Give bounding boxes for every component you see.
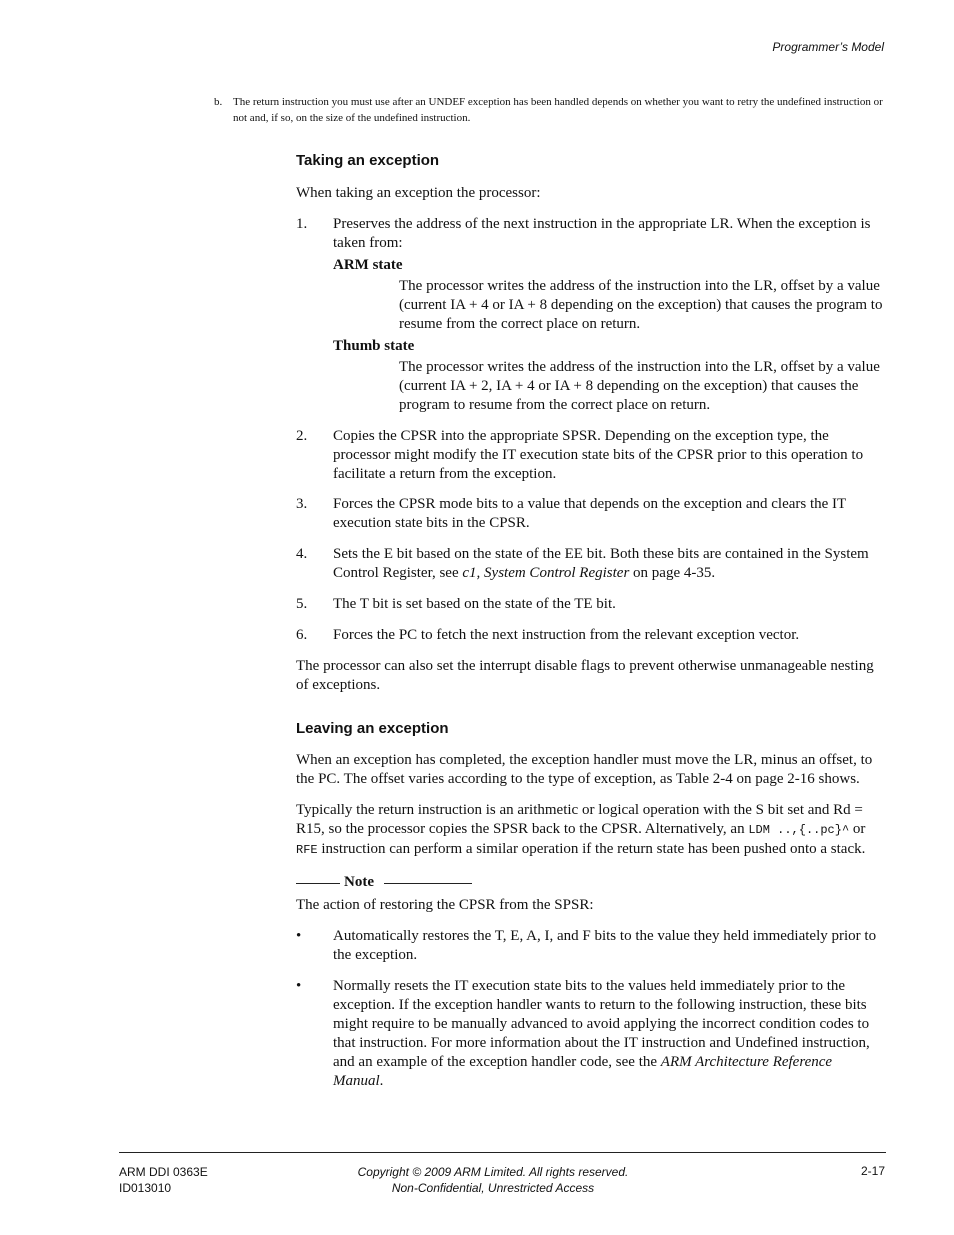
code-rfe: RFE — [296, 843, 318, 857]
footnote-b — [214, 94, 884, 126]
arm-state-text: The processor writes the address of the instruction into the LR, offset by a value (current IA + 4 or IA + 8 depending on the exception) that causes the program to resume from the correct place on return. — [399, 278, 883, 332]
list-text: Preserves the address of the next instruction in the appropriate LR. When the exception is taken from: — [333, 216, 871, 251]
leaving-para1: When an exception has completed, the exception handler must move the LR, minus an offset, to the PC. The offset varies according to the type of exception, as Table 2-4 on page 2-16 shows. — [296, 752, 873, 787]
list-text: Forces the PC to fetch the next instruction from the relevant exception vector. — [333, 627, 800, 643]
bullet-text — [333, 977, 885, 1091]
para-text: Typically the return instruction is an arithmetic or logical operation with the S bit set and Rd = R15, so the processor copies the SPSR back to the CPSR. Alternatively, an — [296, 802, 863, 837]
list-text — [333, 545, 885, 583]
list-number: 3. — [296, 496, 308, 512]
arm-state-label: ARM state — [333, 257, 403, 273]
list-text-part: on page 4-35. — [629, 565, 716, 581]
list-number: 1. — [296, 216, 308, 232]
leaving-para2 — [296, 801, 888, 860]
list-text: The T bit is set based on the state of the TE bit. — [333, 596, 616, 612]
note-label: Note — [344, 874, 374, 890]
list-text: Copies the CPSR into the appropriate SPSR. Depending on the exception type, the processor might modify the IT execution state bits of the CPSR prior to this operation to facilitate a return from the exception. — [333, 428, 864, 482]
list-number: 2. — [296, 428, 308, 444]
taking-closing: The processor can also set the interrupt disable flags to prevent otherwise unmanageable nesting of exceptions. — [296, 658, 874, 693]
footer-access: Non-Confidential, Unrestricted Access — [391, 1181, 595, 1195]
manual-reference: ARM Architecture Reference Manual — [333, 1054, 833, 1089]
footer-doc-id: ARM DDI 0363E — [119, 1165, 208, 1179]
footnote-label: b. — [214, 96, 223, 108]
list-text-part: Sets the E bit based on the state of the EE bit. Both these bits are contained in the System Control Register, see — [333, 546, 869, 581]
list-number: 6. — [296, 627, 308, 643]
footnote-text: The return instruction you must use after an UNDEF exception has been handled depends on whether you want to retry the undefined instruction or not and, if so, on the size of the undefined instruction. — [233, 96, 883, 124]
footer-doc-info — [119, 1164, 208, 1196]
bullet-text: Automatically restores the T, E, A, I, and F bits to the value they held immediately prior to the exception. — [333, 928, 877, 963]
running-header: Programmer’s Model — [772, 40, 884, 54]
taking-intro: When taking an exception the processor: — [296, 185, 541, 201]
bullet-text-part: . — [379, 1073, 384, 1089]
code-ldm: LDM ..,{..pc}^ — [748, 823, 850, 837]
bullet: • — [296, 928, 302, 944]
bullet-text-part: Normally resets the IT execution state bits to the values held immediately prior to the exception. If the exception handler wants to return to the following instruction, these bits might require to be manually advanced to avoid applying the incorrect condition codes to that instruction. For more information about the IT instruction and Undefined instruction, and an example of the exception handler code, see the — [333, 978, 870, 1070]
footer-copyright: Copyright © 2009 ARM Limited. All rights reserved. — [357, 1165, 629, 1179]
heading-taking-exception: Taking an exception — [296, 152, 440, 169]
page-number: 2-17 — [860, 1164, 885, 1178]
note-intro: The action of restoring the CPSR from the SPSR: — [296, 897, 594, 913]
footer-rule — [119, 1152, 886, 1153]
list-text: Forces the CPSR mode bits to a value that depends on the exception and clears the IT execution state bits in the CPSR. — [333, 496, 846, 531]
note-rule-left — [296, 883, 340, 884]
thumb-state-text: The processor writes the address of the instruction into the LR, offset by a value (current IA + 2, IA + 4 or IA + 8 depending on the exception) that causes the program to resume from the correct place on return. — [399, 359, 880, 413]
footer-issue: ID013010 — [119, 1181, 172, 1195]
heading-leaving-exception: Leaving an exception — [296, 720, 449, 737]
cross-reference-link[interactable]: c1, System Control Register — [462, 565, 630, 581]
thumb-state-label: Thumb state — [333, 338, 415, 354]
para-text: or — [849, 821, 866, 837]
bullet: • — [296, 978, 302, 994]
note-rule-right — [384, 883, 472, 884]
footer-copyright-block — [300, 1164, 686, 1196]
list-number: 5. — [296, 596, 308, 612]
para-text: instruction can perform a similar operation if the return state has been pushed onto a stack. — [317, 841, 866, 857]
list-number: 4. — [296, 546, 308, 562]
